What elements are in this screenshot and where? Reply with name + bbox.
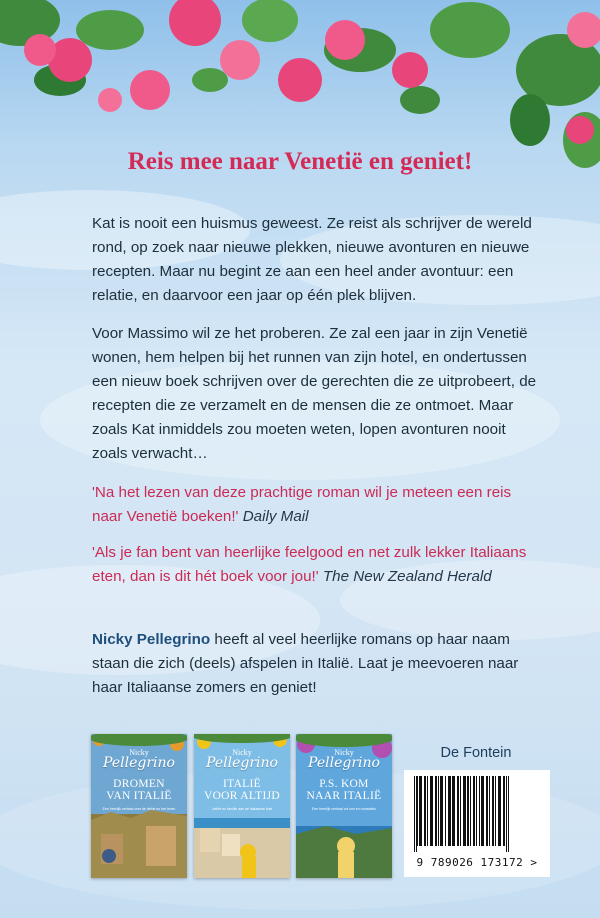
book-title-line-2: VAN ITALIË xyxy=(106,790,172,802)
book-author-last: Pellegrino xyxy=(103,755,175,771)
barcode-bar xyxy=(467,776,469,846)
barcode-bar xyxy=(452,776,455,846)
barcode-bar xyxy=(486,776,488,846)
press-quote-2 xyxy=(92,541,537,589)
book-title-line-1: DROMEN xyxy=(113,778,165,790)
barcode-bar xyxy=(476,776,477,846)
barcode-bar xyxy=(448,776,451,846)
book-title xyxy=(194,778,290,802)
book-title xyxy=(91,778,187,802)
barcode-bar xyxy=(445,776,446,846)
barcode-bar xyxy=(424,776,426,846)
barcode-bar xyxy=(495,776,496,846)
barcode-bar xyxy=(470,776,471,846)
barcode-bar xyxy=(438,776,439,846)
barcode-bar xyxy=(435,776,437,846)
book-cover-ps-kom-naar-italie xyxy=(296,734,392,878)
headline: Reis mee naar Venetië en geniet! xyxy=(127,148,473,175)
author-bio-text: heeft al veel heerlijke romans op haar naam staan die zich (deels) afspelen in Italië. Laat je meevoeren naar haar Italiaanse zomers en geniet! xyxy=(92,631,519,696)
quote-source: The New Zealand Herald xyxy=(322,568,492,585)
author-name: Nicky Pellegrino xyxy=(92,631,211,648)
synopsis-paragraph-1: Kat is nooit een huismus geweest. Ze reist als schrijver de wereld rond, op zoek naar nieuwe plekken, nieuwe avonturen en nieuwe recepten. Maar nu begint ze aan een heel ander avontuur: een relatie, en daarvoor een jaar op één plek blijven. xyxy=(92,215,532,304)
book-title-line-1: ITALIË xyxy=(223,778,261,790)
barcode-bar xyxy=(492,776,494,846)
barcode-bar xyxy=(457,776,459,846)
book-tagline: Een heerlijk verhaal vol zon en romantiek xyxy=(311,807,376,811)
book-title xyxy=(296,778,392,802)
book-cover-italie-voor-altijd xyxy=(194,734,290,878)
press-quote-1 xyxy=(92,481,537,529)
isbn-number: 9 789026 173172 > xyxy=(416,856,538,869)
barcode-bar xyxy=(417,776,418,846)
barcode-bar xyxy=(498,776,501,846)
author-bio xyxy=(92,628,537,700)
barcode-bar xyxy=(479,776,480,846)
barcode-bar xyxy=(430,776,433,846)
book-author-last: Pellegrino xyxy=(308,755,380,771)
synopsis-paragraph-2: Voor Massimo wil ze het proberen. Ze zal een jaar in zijn Venetië wonen, hem helpen bij het runnen van zijn hotel, en ondertussen een nieuw boek schrijven over de gerechten die ze uitprobeert, de recepten die ze verzamelt en de mensen die ze ontmoet. Maar zoals Kat inmiddels zou moeten weten, lopen avonturen nooit zoals verwacht… xyxy=(92,325,537,462)
barcode-bar xyxy=(506,776,507,852)
barcode-bar xyxy=(481,776,484,846)
book-cover-dromen-van-italie xyxy=(91,734,187,878)
book-title-line-1: P.S. KOM xyxy=(319,778,369,790)
book-author-last: Pellegrino xyxy=(206,755,278,771)
barcode-bar xyxy=(503,776,505,846)
barcode-bar xyxy=(414,776,415,852)
barcode-bar xyxy=(419,776,422,846)
barcode-bars xyxy=(404,770,550,856)
book-tagline: Een heerlijk verhaal over de liefde en het leven xyxy=(102,807,176,811)
barcode-bar xyxy=(463,776,466,846)
isbn-barcode xyxy=(404,770,550,877)
quote-text: 'Als je fan bent van heerlijke feelgood en net zulk lekker Italiaans eten, dan is dit hét boek voor jou!' xyxy=(92,544,527,585)
barcode-bar xyxy=(489,776,490,846)
book-title-line-2: NAAR ITALIË xyxy=(306,790,382,802)
book-author-first: Nicky xyxy=(232,748,252,757)
barcode-bar xyxy=(440,776,443,846)
publisher-name: De Fontein xyxy=(440,745,512,761)
quote-source: Daily Mail xyxy=(242,508,309,525)
quote-text: 'Na het lezen van deze prachtige roman wil je meteen een reis naar Venetië boeken!' xyxy=(92,484,512,525)
barcode-bar xyxy=(416,776,417,852)
book-title-line-2: VOOR ALTIJD xyxy=(203,790,281,802)
barcode-bar xyxy=(427,776,428,846)
barcode-bar xyxy=(508,776,509,852)
barcode-bar xyxy=(473,776,475,846)
book-author-first: Nicky xyxy=(334,748,354,757)
barcode-bar xyxy=(460,776,461,846)
book-author-first: Nicky xyxy=(129,748,149,757)
book-tagline: Liefde en familie aan de Italiaanse kust xyxy=(211,807,273,811)
